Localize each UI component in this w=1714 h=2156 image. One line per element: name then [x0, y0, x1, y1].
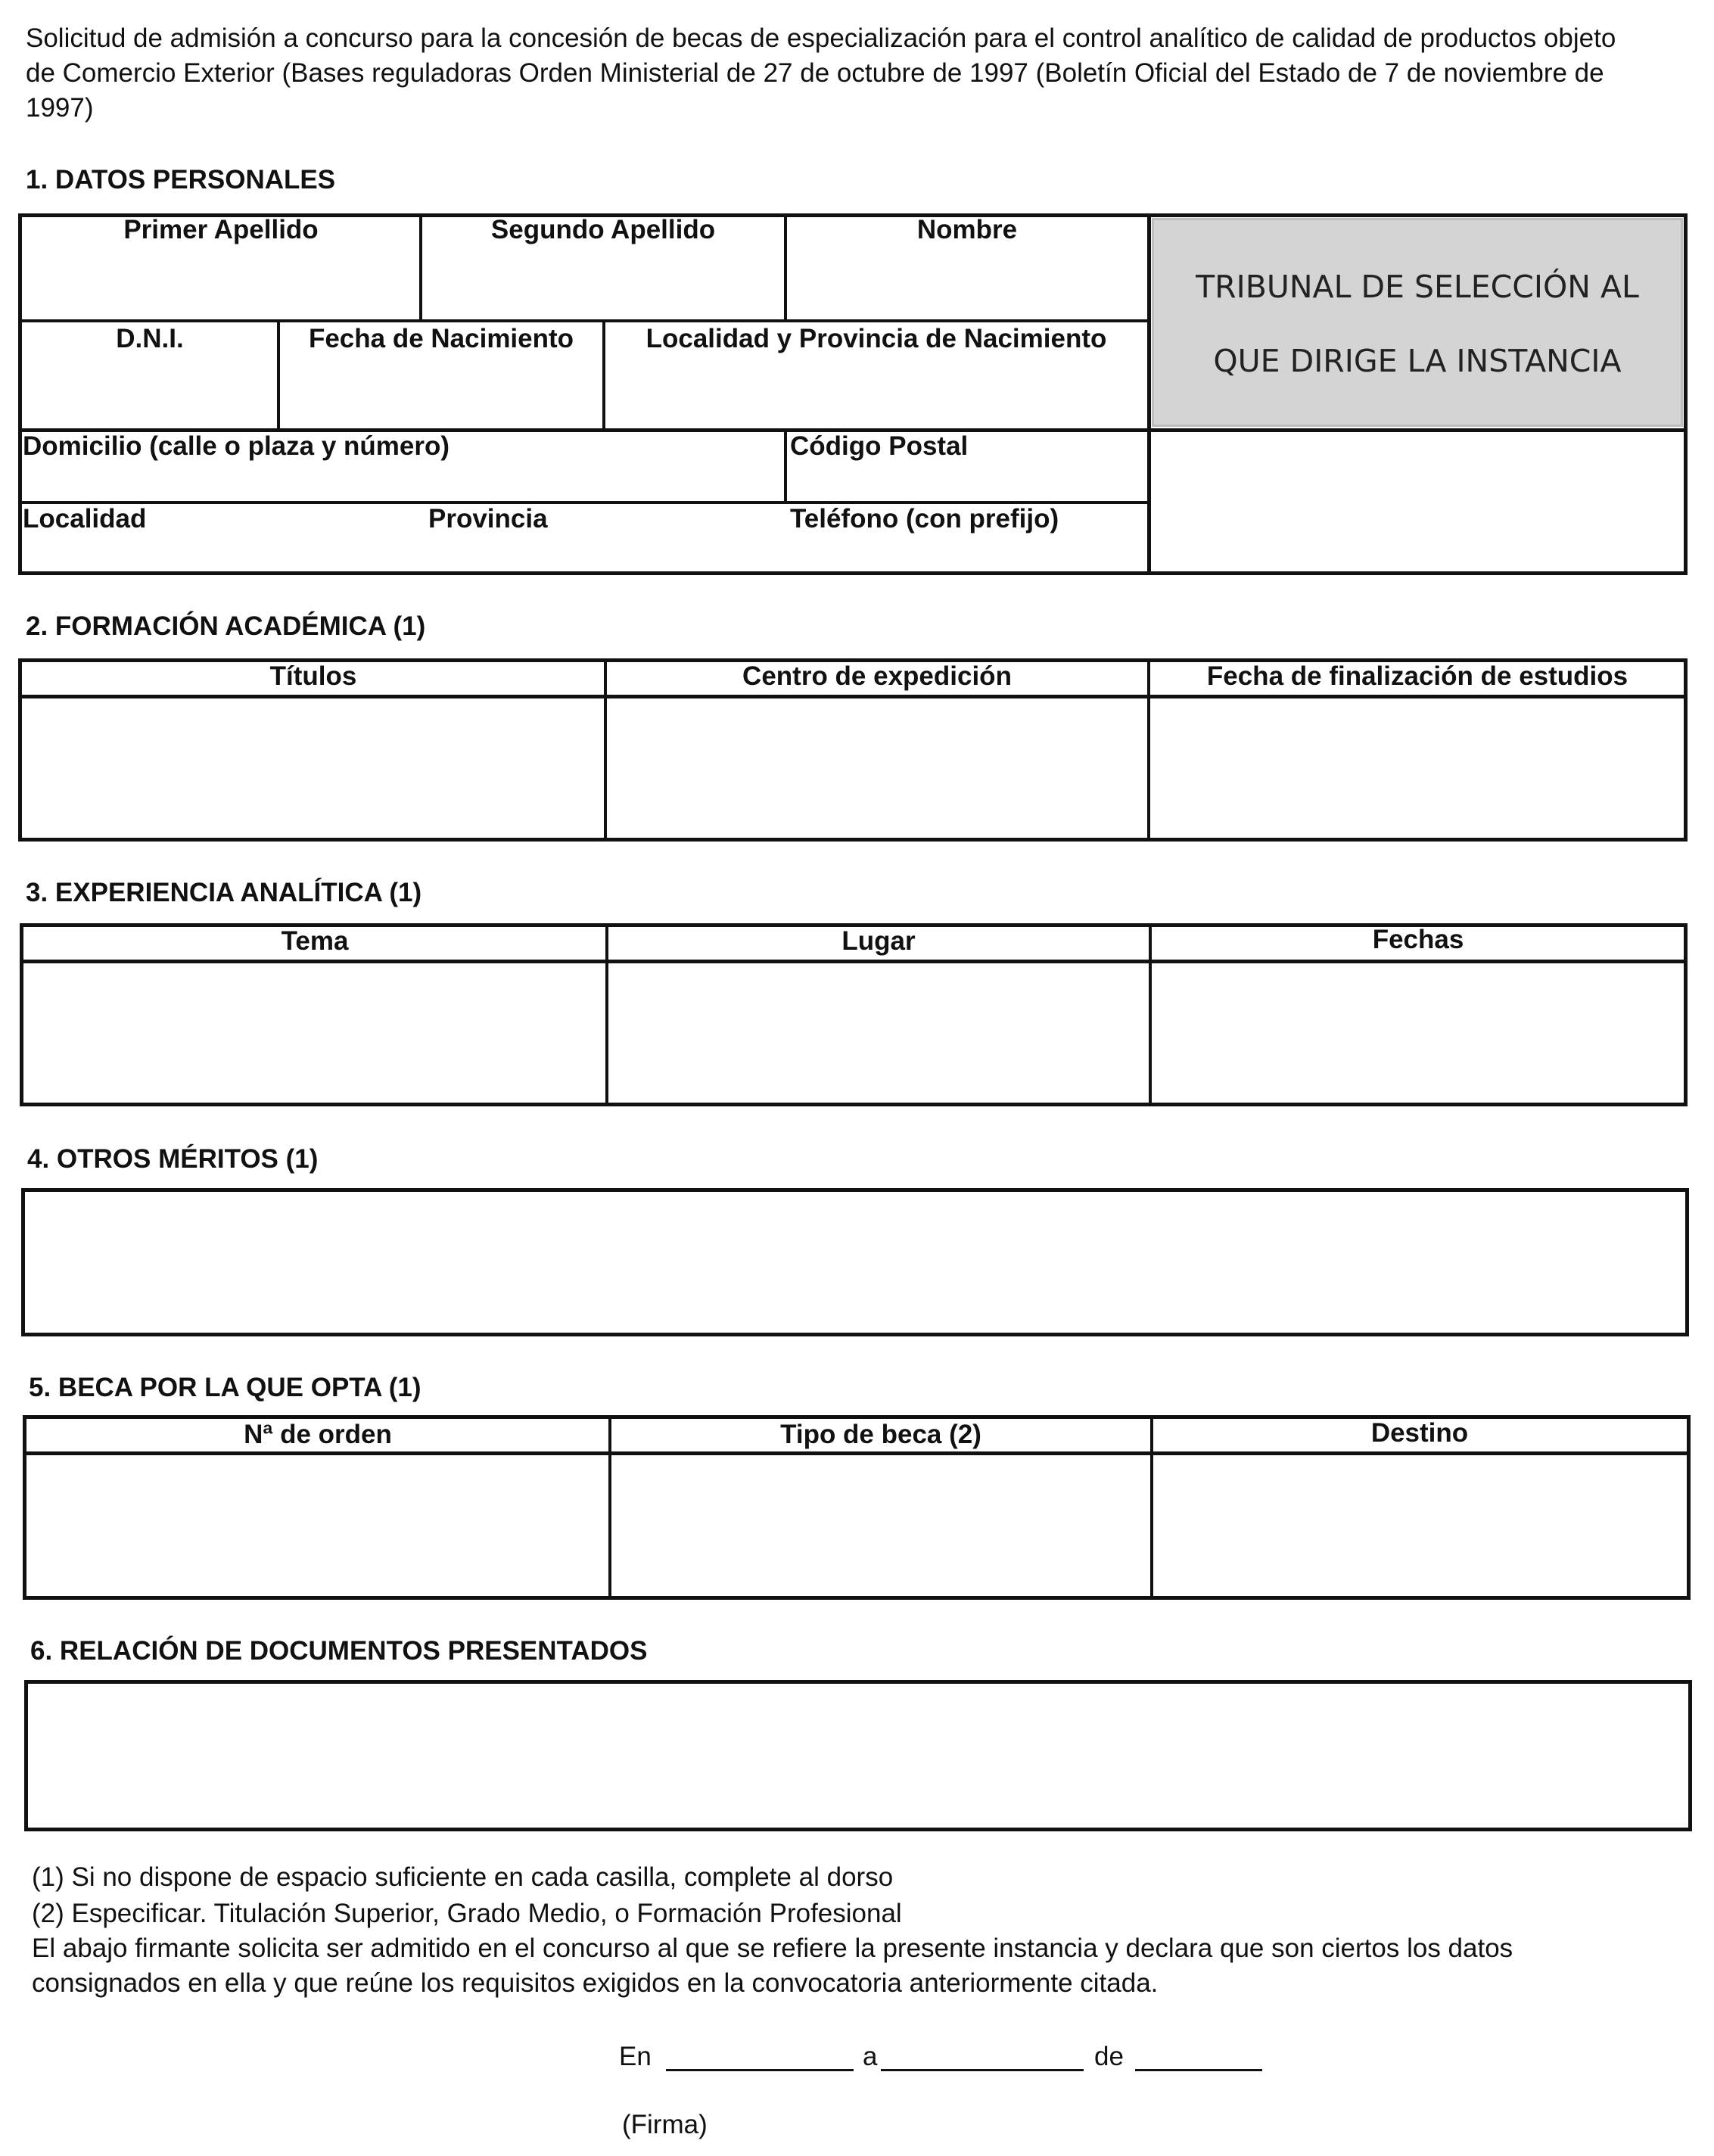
- lugar-nacimiento-field[interactable]: [605, 359, 1147, 427]
- firma-label: (Firma): [622, 2110, 708, 2139]
- primer-apellido-field[interactable]: [23, 250, 419, 318]
- tema-field[interactable]: [24, 964, 604, 1102]
- tribunal-label-line2: QUE DIRIGE LA INSTANCIA: [1213, 343, 1622, 379]
- place-field[interactable]: [666, 2043, 854, 2071]
- section-1-title: 1. DATOS PERSONALES: [26, 165, 336, 194]
- codigo-postal-field[interactable]: [789, 463, 1146, 499]
- otros-meritos-field[interactable]: [21, 1188, 1689, 1336]
- section-5-title: 5. BECA POR LA QUE OPTA (1): [29, 1373, 422, 1402]
- fechas-header: Fechas: [1372, 925, 1464, 954]
- section-3-title: 3. EXPERIENCIA ANALÍTICA (1): [26, 878, 422, 907]
- domicilio-field[interactable]: [23, 463, 782, 499]
- a-label: a: [863, 2042, 878, 2071]
- documentos-presentados-field[interactable]: [24, 1680, 1692, 1831]
- dni-field[interactable]: [23, 359, 277, 427]
- segundo-apellido-field[interactable]: [422, 250, 784, 318]
- fecha-nacimiento-label: Fecha de Nacimiento: [308, 324, 574, 353]
- fecha-finalizacion-header: Fecha de finalización de estudios: [1206, 661, 1628, 691]
- fecha-finalizacion-field[interactable]: [1152, 699, 1683, 837]
- tema-header: Tema: [281, 926, 349, 956]
- numero-orden-field[interactable]: [27, 1456, 607, 1595]
- lugar-header: Lugar: [841, 926, 916, 956]
- titulos-header: Títulos: [269, 661, 357, 691]
- telefono-label: Teléfono (con prefijo): [790, 504, 1059, 534]
- localidad-provincia-telefono-field[interactable]: [23, 536, 1146, 571]
- footnote-1: (1) Si no dispone de espacio suficiente en cada casilla, complete al dorso: [32, 1862, 894, 1892]
- de-label: de: [1094, 2042, 1124, 2071]
- tribunal-label-line1: TRIBUNAL DE SELECCIÓN AL: [1196, 269, 1639, 305]
- fecha-nacimiento-field[interactable]: [280, 359, 602, 427]
- nombre-field[interactable]: [787, 250, 1147, 318]
- segundo-apellido-label: Segundo Apellido: [490, 215, 716, 244]
- day-field[interactable]: [881, 2043, 1084, 2071]
- destino-header: Destino: [1370, 1418, 1469, 1448]
- declaration-text: El abajo firmante solicita ser admitido en el concurso al que se refiere la presente instancia y declara que son ciertos los datos consignados en ella y que reúne los requisitos exigidos en la convocatoria anteriormente citada.: [32, 1934, 1513, 1998]
- month-field[interactable]: [1135, 2043, 1262, 2071]
- primer-apellido-label: Primer Apellido: [123, 215, 319, 244]
- titulos-field[interactable]: [23, 699, 602, 837]
- centro-expedicion-header: Centro de expedición: [742, 661, 1012, 691]
- nombre-label: Nombre: [916, 215, 1018, 244]
- domicilio-label: Domicilio (calle o plaza y número): [23, 431, 450, 461]
- provincia-label: Provincia: [428, 504, 548, 534]
- destino-field[interactable]: [1155, 1456, 1686, 1595]
- codigo-postal-label: Código Postal: [790, 431, 969, 461]
- centro-expedicion-field[interactable]: [608, 699, 1146, 837]
- tipo-beca-field[interactable]: [613, 1456, 1149, 1595]
- lugar-nacimiento-label: Localidad y Provincia de Nacimiento: [645, 324, 1107, 353]
- section-6-title: 6. RELACIÓN DE DOCUMENTOS PRESENTADOS: [30, 1636, 648, 1666]
- section-2-title: 2. FORMACIÓN ACADÉMICA (1): [26, 611, 426, 641]
- intro-text: Solicitud de admisión a concurso para la concesión de becas de especialización para el control analítico de calidad de productos objeto de Comercio Exterior (Bases reguladoras Orden Ministerial de 27 de octubre de 1997 (Boletín Oficial del Estado de 7 de noviembre de 1997): [26, 23, 1616, 123]
- fechas-field[interactable]: [1153, 964, 1683, 1102]
- numero-orden-header: Nª de orden: [244, 1420, 392, 1449]
- en-label: En: [619, 2042, 652, 2071]
- localidad-label: Localidad: [23, 504, 147, 534]
- section-4-title: 4. OTROS MÉRITOS (1): [27, 1144, 319, 1174]
- dni-label: D.N.I.: [116, 324, 184, 353]
- lugar-field[interactable]: [610, 964, 1147, 1102]
- tipo-beca-header: Tipo de beca (2): [780, 1420, 981, 1449]
- footnote-2: (2) Especificar. Titulación Superior, Grado Medio, o Formación Profesional: [32, 1899, 902, 1928]
